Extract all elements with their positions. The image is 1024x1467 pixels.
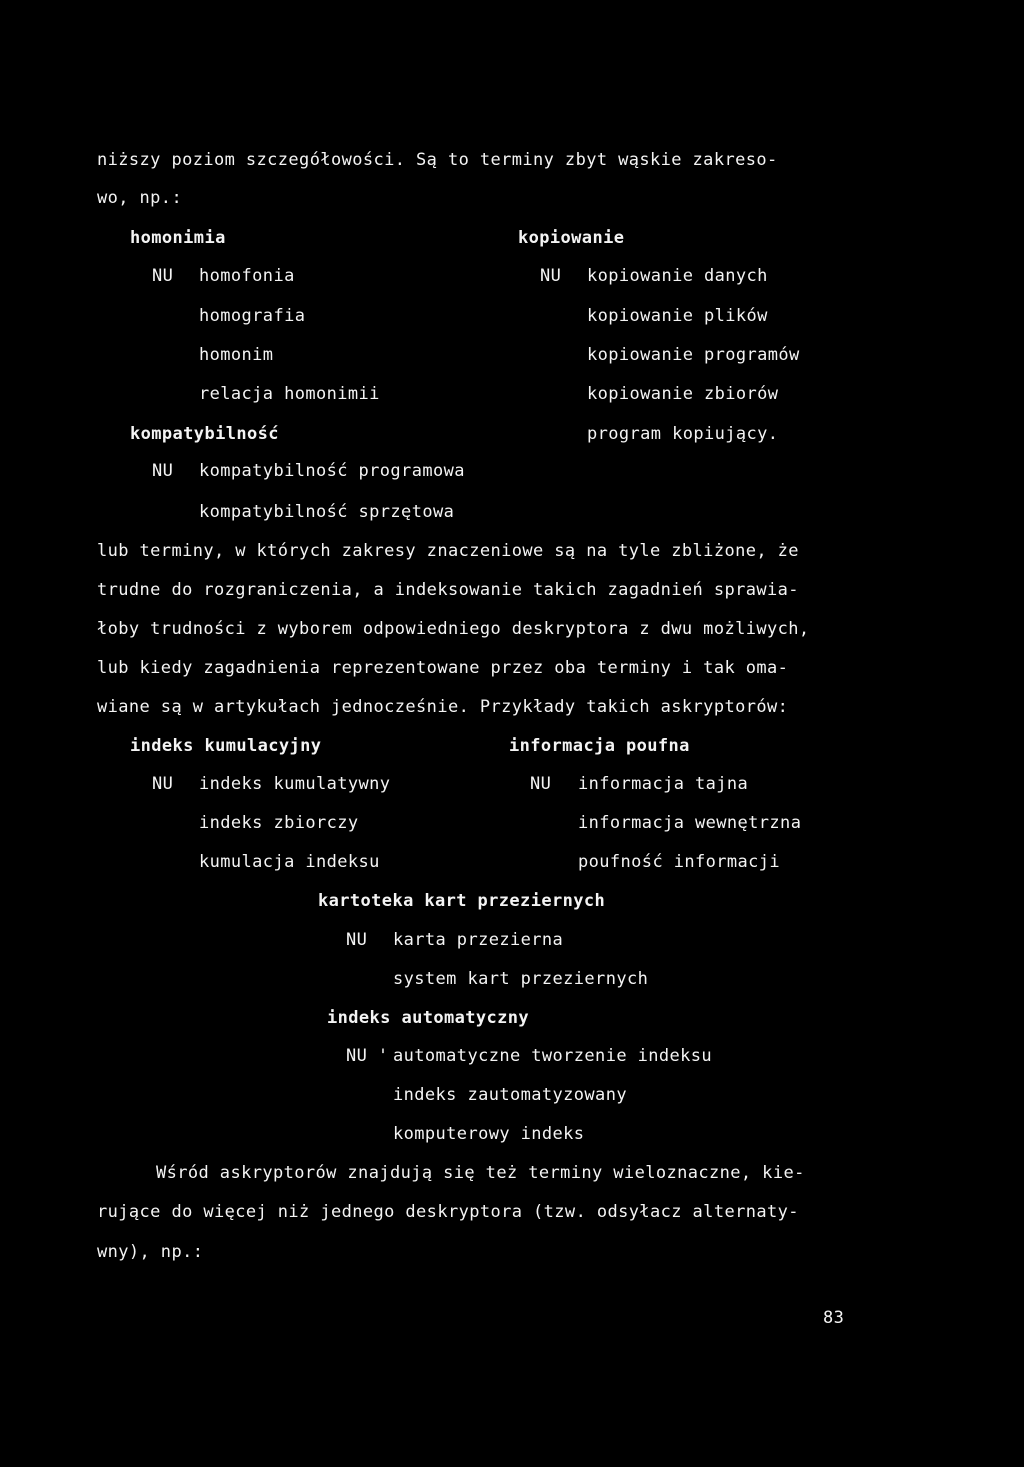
entry-homonimia-head: homonimia: [130, 228, 226, 248]
entry-informacja-poufna-term: informacja wewnętrzna: [578, 813, 802, 833]
entry-homonimia-term: homonim: [199, 345, 274, 365]
entry-kartoteka-head: kartoteka kart przeziernych: [318, 891, 606, 911]
entry-homonimia-term: relacja homonimii: [199, 384, 380, 404]
paragraph-2-line-1: lub terminy, w których zakresy znaczeniowe są na tyle zbliżone, że: [97, 541, 799, 561]
paragraph-3-line-3: wny), np.:: [97, 1242, 204, 1262]
nu-label: NU: [346, 930, 368, 950]
entry-indeks-kumulacyjny-head: indeks kumulacyjny: [130, 736, 322, 756]
paragraph-2-line-3: łoby trudności z wyborem odpowiedniego deskryptora z dwu możliwych,: [97, 619, 810, 639]
paragraph-3-line-1: Wśród askryptorów znajdują się też terminy wieloznaczne, kie-: [156, 1163, 805, 1183]
nu-label: NU: [152, 774, 174, 794]
paragraph-1-line-1: niższy poziom szczegółowości. Są to terminy zbyt wąskie zakreso-: [97, 150, 778, 170]
entry-indeks-kumulacyjny-term: kumulacja indeksu: [199, 852, 380, 872]
entry-indeks-automatyczny-head: indeks automatyczny: [327, 1008, 530, 1028]
entry-kopiowanie-term: kopiowanie zbiorów: [587, 384, 779, 404]
paragraph-1-line-2: wo, np.:: [97, 188, 183, 208]
entry-kopiowanie-term: program kopiujący.: [587, 424, 779, 444]
nu-label: NU: [540, 266, 562, 286]
entry-kartoteka-term: system kart przeziernych: [393, 969, 649, 989]
entry-indeks-automatyczny-term: automatyczne tworzenie indeksu: [393, 1046, 713, 1066]
page-number: 83: [823, 1308, 845, 1328]
nu-label: NU: [152, 266, 174, 286]
entry-informacja-poufna-term: poufność informacji: [578, 852, 781, 872]
entry-informacja-poufna-head: informacja poufna: [509, 736, 690, 756]
entry-kopiowanie-term: kopiowanie plików: [587, 306, 768, 326]
entry-kompatybilnosc-term: kompatybilność programowa: [199, 461, 465, 481]
entry-homonimia-term: homofonia: [199, 266, 295, 286]
entry-kompatybilnosc-term: kompatybilność sprzętowa: [199, 502, 455, 522]
entry-kartoteka-term: karta przezierna: [393, 930, 564, 950]
entry-informacja-poufna-term: informacja tajna: [578, 774, 749, 794]
entry-homonimia-term: homografia: [199, 306, 306, 326]
paragraph-3-line-2: rujące do więcej niż jednego deskryptora (tzw. odsyłacz alternaty-: [97, 1202, 799, 1222]
entry-indeks-automatyczny-term: komputerowy indeks: [393, 1124, 585, 1144]
entry-kopiowanie-head: kopiowanie: [518, 228, 625, 248]
nu-label: NU: [530, 774, 552, 794]
nu-label: NU ': [346, 1046, 389, 1066]
nu-label: NU: [152, 461, 174, 481]
paragraph-2-line-5: wiane są w artykułach jednocześnie. Przykłady takich askryptorów:: [97, 697, 789, 717]
entry-kopiowanie-term: kopiowanie danych: [587, 266, 768, 286]
entry-indeks-kumulacyjny-term: indeks kumulatywny: [199, 774, 391, 794]
paragraph-2-line-4: lub kiedy zagadnienia reprezentowane przez oba terminy i tak oma-: [97, 658, 789, 678]
entry-kompatybilnosc-head: kompatybilność: [130, 424, 279, 444]
paragraph-2-line-2: trudne do rozgraniczenia, a indeksowanie takich zagadnień sprawia-: [97, 580, 799, 600]
entry-indeks-automatyczny-term: indeks zautomatyzowany: [393, 1085, 627, 1105]
entry-indeks-kumulacyjny-term: indeks zbiorczy: [199, 813, 359, 833]
entry-kopiowanie-term: kopiowanie programów: [587, 345, 800, 365]
